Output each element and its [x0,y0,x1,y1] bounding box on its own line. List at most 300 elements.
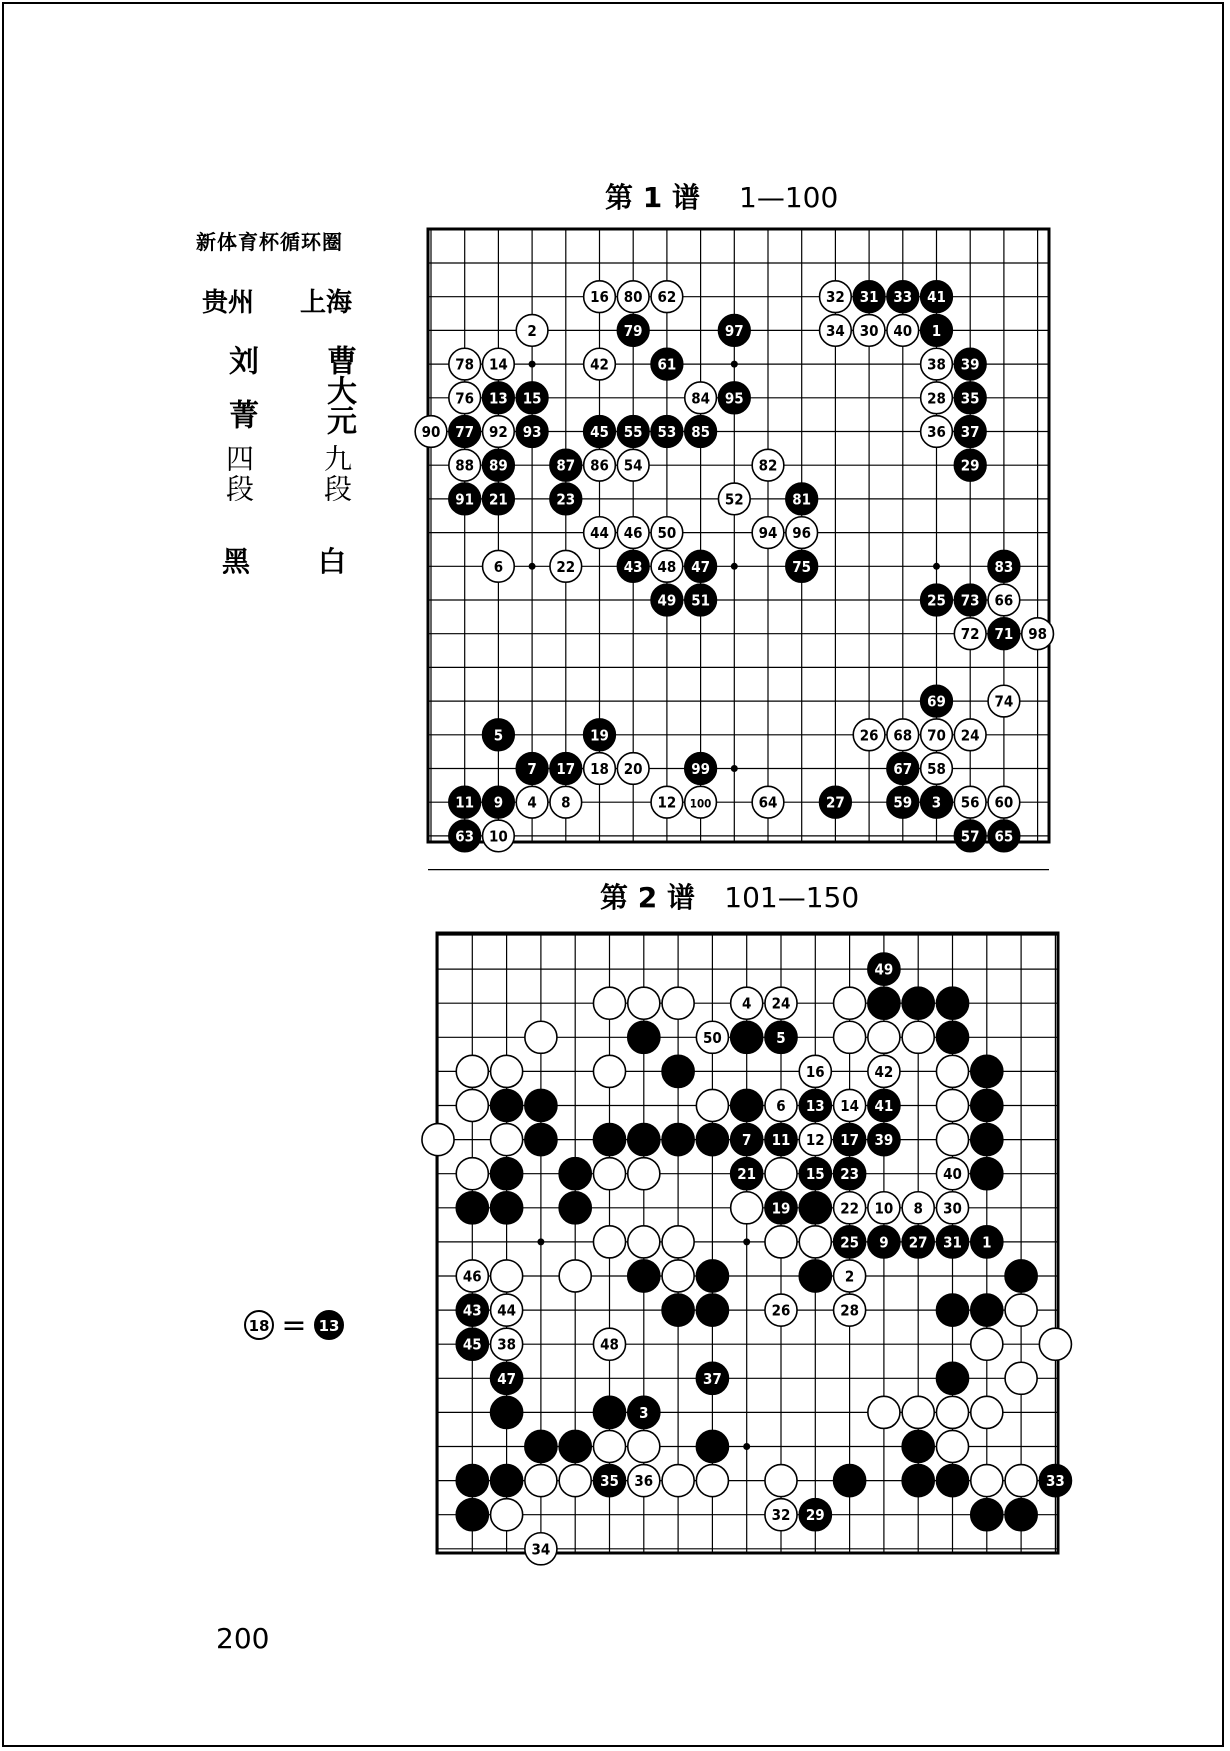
white-stone [902,1396,934,1428]
move-number: 43 [462,1301,482,1320]
move-number: 22 [556,557,576,576]
move-number: 75 [792,557,812,576]
diagram-2-range: 101—150 [724,881,860,914]
move-number: 45 [462,1335,482,1354]
black-stone [662,1124,694,1156]
move-number: 32 [771,1506,791,1525]
white-stone [628,1158,660,1190]
move-number: 36 [927,423,946,441]
move-number: 2 [844,1267,855,1286]
black-move-7 [731,1124,763,1156]
white-stone [456,1055,488,1087]
move-number: 24 [960,726,980,745]
move-number: 72 [960,625,980,644]
move-number: 66 [994,591,1014,610]
diagram-2-title-suffix: 谱 [667,881,696,914]
white-move-8 [902,1192,934,1224]
black-move-9 [868,1226,900,1258]
move-number: 42 [590,355,609,374]
black-stone [936,1362,968,1394]
white-move-30 [936,1192,968,1224]
move-number: 70 [927,726,946,745]
white-stone [868,1396,900,1428]
black-move-31 [936,1226,968,1258]
move-number: 59 [893,793,913,812]
black-move-41 [868,1089,900,1121]
move-number: 25 [840,1233,859,1252]
black-stone [902,1430,934,1462]
black-move-43 [456,1294,488,1326]
move-number: 26 [859,726,879,745]
black-move-1 [971,1226,1003,1258]
move-number: 41 [927,288,946,307]
black-player-name: 刘菁 [223,345,258,453]
white-move-40 [936,1158,968,1190]
move-number: 39 [960,355,980,374]
move-number: 98 [1028,625,1047,644]
move-number: 16 [805,1062,825,1081]
black-stone [491,1465,523,1497]
move-number: 84 [691,389,710,408]
move-number: 80 [623,288,643,307]
move-number: 8 [913,1199,923,1218]
move-number: 13 [805,1097,825,1115]
black-move-23 [834,1158,866,1190]
white-stone [456,1158,488,1190]
diagram-1-title-suffix: 谱 [672,181,701,214]
move-number: 23 [556,490,576,509]
white-stone [799,1226,831,1258]
black-stone [971,1294,1003,1326]
white-stone [628,987,660,1019]
move-number: 11 [771,1131,791,1150]
move-number: 7 [527,760,537,778]
white-stone [628,1430,660,1462]
move-number: 37 [960,423,980,441]
black-stone [456,1465,488,1497]
black-stone [1005,1499,1037,1531]
move-number: 14 [489,355,508,374]
white-stone [525,1021,557,1053]
move-number: 12 [657,793,677,812]
move-number: 3 [639,1403,649,1422]
move-number: 79 [623,321,643,340]
move-number: 68 [893,726,913,745]
move-number: 51 [691,591,710,610]
white-stone [936,1089,968,1121]
black-stone [559,1192,591,1224]
move-number: 5 [776,1028,786,1047]
black-region: 贵州 [202,288,255,318]
black-stone [868,987,900,1019]
move-number: 40 [943,1165,962,1184]
move-number: 67 [893,760,913,778]
diagram-1-title-prefix: 第 [605,181,634,214]
white-move-32 [765,1499,797,1531]
diagram-1-range: 1—100 [739,181,839,214]
move-number: 63 [455,827,475,846]
black-stone [731,1021,763,1053]
move-number: 1 [982,1233,992,1252]
white-move-46 [456,1260,488,1292]
move-number: 13 [489,389,508,408]
black-move-19 [765,1192,797,1224]
star-point [743,1238,750,1245]
white-stone [936,1055,968,1087]
move-number: 1 [931,321,942,340]
move-number: 56 [960,793,980,812]
white-stone [936,1396,968,1428]
move-number: 9 [879,1233,889,1252]
white-stone [834,987,866,1019]
white-stone [731,1192,763,1224]
black-stone [936,1021,968,1053]
move-number: 50 [657,524,677,543]
white-stone [593,1158,625,1190]
move-number: 46 [623,524,643,543]
white-stone [662,1465,694,1497]
move-number: 33 [893,288,913,307]
black-stone [525,1430,557,1462]
move-number: 11 [455,793,475,812]
move-number: 47 [497,1369,516,1388]
move-number: 41 [874,1097,894,1115]
move-number: 37 [703,1369,722,1388]
move-number: 3 [931,793,942,812]
move-number: 87 [556,456,576,475]
move-number: 9 [493,793,504,812]
black-stone [936,1465,968,1497]
black-move-29 [799,1499,831,1531]
note-white-number: 18 [248,1317,270,1335]
black-stone [525,1089,557,1121]
black-stone [456,1499,488,1531]
move-number: 99 [691,760,710,778]
move-number: 65 [994,827,1014,846]
move-number: 4 [742,994,752,1013]
white-stone [593,1430,625,1462]
black-move-39 [868,1124,900,1156]
white-move-34 [525,1533,557,1565]
black-stone [628,1260,660,1292]
move-number: 10 [874,1199,894,1218]
black-stone [902,1465,934,1497]
black-stone [628,1124,660,1156]
move-number: 100 [689,796,712,811]
white-stone [628,1226,660,1258]
move-number: 8 [561,793,571,812]
white-stone [902,1021,934,1053]
move-number: 42 [874,1062,894,1081]
move-number: 29 [960,456,980,475]
white-stone [936,1124,968,1156]
black-stone [971,1124,1003,1156]
move-number: 24 [771,994,791,1013]
white-stone [696,1089,728,1121]
white-move-14 [834,1089,866,1121]
black-move-5 [765,1021,797,1053]
move-number: 4 [527,793,537,812]
move-number: 25 [927,591,946,610]
black-stone [696,1124,728,1156]
move-number: 31 [859,288,879,307]
diagram-2-title-number: 2 [637,881,658,914]
white-move-26 [765,1294,797,1326]
white-move-6 [765,1089,797,1121]
move-number: 55 [623,423,643,441]
move-number: 88 [455,456,475,475]
black-move-11 [765,1124,797,1156]
move-number: 5 [493,726,504,745]
move-number: 17 [556,760,576,778]
black-stone [456,1192,488,1224]
black-stone [491,1158,523,1190]
move-number: 19 [590,726,609,745]
move-number: 35 [600,1472,619,1491]
move-number: 18 [590,760,609,778]
black-move-35 [593,1465,625,1497]
black-player-rank: 四段 [222,444,255,504]
white-move-16 [799,1055,831,1087]
move-number: 19 [771,1199,791,1218]
black-move-49 [868,953,900,985]
star-point [537,1238,544,1245]
move-number: 23 [840,1165,859,1184]
move-number: 36 [634,1472,654,1491]
white-move-12 [799,1124,831,1156]
white-stone [525,1465,557,1497]
move-number: 48 [657,557,677,576]
move-number: 95 [724,389,744,408]
black-stone [696,1294,728,1326]
white-stone [765,1465,797,1497]
diagram-2-title-prefix: 第 [600,881,629,914]
white-stone [971,1328,1003,1360]
move-number: 27 [908,1233,928,1252]
black-move-21 [731,1158,763,1190]
white-player-name: 曹大元 [321,345,356,435]
move-number: 15 [522,389,542,408]
white-stone [662,1260,694,1292]
move-number: 76 [455,389,475,408]
black-stone [593,1124,625,1156]
white-move-42 [868,1055,900,1087]
move-number: 71 [994,625,1014,644]
white-stone [1039,1328,1071,1360]
move-number: 21 [489,490,508,509]
white-move-2 [834,1260,866,1292]
move-number: 48 [600,1335,619,1354]
black-stone [971,1055,1003,1087]
move-number: 73 [960,591,980,610]
move-number: 92 [489,423,508,441]
move-number: 35 [960,389,980,408]
move-number: 54 [623,456,643,475]
move-number: 34 [531,1540,551,1559]
page-number: 200 [216,1622,270,1655]
move-number: 60 [994,793,1014,812]
move-number: 32 [826,288,845,307]
move-number: 96 [792,524,812,543]
move-number: 85 [691,423,710,441]
move-number: 83 [994,557,1014,576]
black-stone [834,1465,866,1497]
white-player-rank: 九段 [320,444,353,504]
black-stone [696,1260,728,1292]
note-equals: = [281,1308,307,1343]
note-black-number: 13 [318,1317,340,1335]
black-stone [936,1294,968,1326]
black-stone [559,1158,591,1190]
black-move-13 [799,1089,831,1121]
white-move-10 [868,1192,900,1224]
white-stone [491,1055,523,1087]
white-color-label: 白 [318,545,347,578]
black-stone [491,1089,523,1121]
move-number: 58 [927,760,946,778]
white-stone [765,1158,797,1190]
white-stone [559,1260,591,1292]
black-stone [593,1396,625,1428]
move-number: 7 [742,1131,752,1150]
move-number: 14 [840,1097,859,1115]
black-stone [491,1192,523,1224]
move-number: 49 [657,591,677,610]
white-move-22 [834,1192,866,1224]
move-number: 53 [657,423,677,441]
white-stone [491,1124,523,1156]
black-move-3 [628,1396,660,1428]
move-number: 93 [522,423,542,441]
move-number: 15 [805,1165,825,1184]
black-stone [731,1089,763,1121]
black-move-45 [456,1328,488,1360]
white-stone [491,1260,523,1292]
move-number: 44 [497,1301,516,1320]
move-number: 31 [943,1233,962,1252]
black-move-17 [834,1124,866,1156]
move-number: 6 [776,1097,786,1115]
white-stone [696,1465,728,1497]
move-number: 61 [657,355,677,374]
white-move-36 [628,1465,660,1497]
white-stone [765,1226,797,1258]
white-stone [868,1021,900,1053]
event-name: 新体育杯循环圈 [196,230,343,254]
white-stone [1005,1465,1037,1497]
white-stone [936,1430,968,1462]
move-number: 40 [893,321,913,340]
black-stone [628,1021,660,1053]
white-move-4 [731,987,763,1019]
move-number: 64 [758,793,778,812]
white-stone [593,987,625,1019]
white-stone [1005,1362,1037,1394]
move-number: 17 [840,1131,859,1150]
white-move-24 [765,987,797,1019]
black-move-27 [902,1226,934,1258]
black-color-label: 黑 [222,545,251,578]
move-number: 33 [1046,1472,1065,1491]
move-number: 78 [455,355,475,374]
black-stone [936,987,968,1019]
move-number: 28 [840,1301,859,1320]
white-move-28 [834,1294,866,1326]
move-number: 12 [805,1131,825,1150]
move-number: 69 [927,692,946,711]
move-number: 22 [840,1199,859,1218]
move-number: 28 [927,389,946,408]
black-stone [971,1158,1003,1190]
black-move-25 [834,1226,866,1258]
move-number: 34 [826,321,845,340]
star-point [743,1443,750,1450]
white-stone [662,1226,694,1258]
white-stone [456,1089,488,1121]
move-number: 50 [703,1028,722,1047]
move-number: 62 [657,288,677,307]
black-stone [525,1124,557,1156]
white-move-50 [696,1021,728,1053]
move-number: 47 [691,557,710,576]
move-number: 6 [493,557,504,576]
move-number: 94 [758,524,778,543]
black-stone [971,1499,1003,1531]
white-stone [593,1226,625,1258]
move-number: 90 [421,423,441,441]
white-move-48 [593,1328,625,1360]
move-number: 38 [497,1335,516,1354]
move-number: 97 [724,321,744,340]
move-number: 57 [960,827,980,846]
white-stone [491,1499,523,1531]
black-stone [799,1260,831,1292]
move-number: 86 [590,456,609,475]
black-stone [662,1055,694,1087]
move-number: 91 [455,490,475,509]
black-stone [662,1294,694,1326]
move-number: 38 [927,355,946,374]
move-number: 39 [874,1131,894,1150]
black-stone [559,1430,591,1462]
move-number: 44 [590,524,609,543]
white-stone [593,1055,625,1087]
move-number: 46 [462,1267,482,1286]
white-stone [971,1465,1003,1497]
move-number: 77 [455,423,475,441]
white-move-38 [491,1328,523,1360]
white-stone [834,1021,866,1053]
move-number: 2 [527,321,537,340]
black-stone [902,987,934,1019]
black-move-15 [799,1158,831,1190]
black-move-47 [491,1362,523,1394]
white-stone [559,1465,591,1497]
white-move-44 [491,1294,523,1326]
diagram-1-title-number: 1 [642,181,663,214]
move-number: 21 [737,1165,757,1184]
move-number: 82 [758,456,778,475]
white-stone [1005,1294,1037,1326]
black-move-33 [1039,1465,1071,1497]
black-stone [491,1396,523,1428]
black-stone [696,1430,728,1462]
move-number: 16 [590,288,609,307]
black-stone [1005,1260,1037,1292]
move-number: 30 [943,1199,962,1218]
move-number: 49 [874,960,894,979]
white-stone [422,1124,454,1156]
